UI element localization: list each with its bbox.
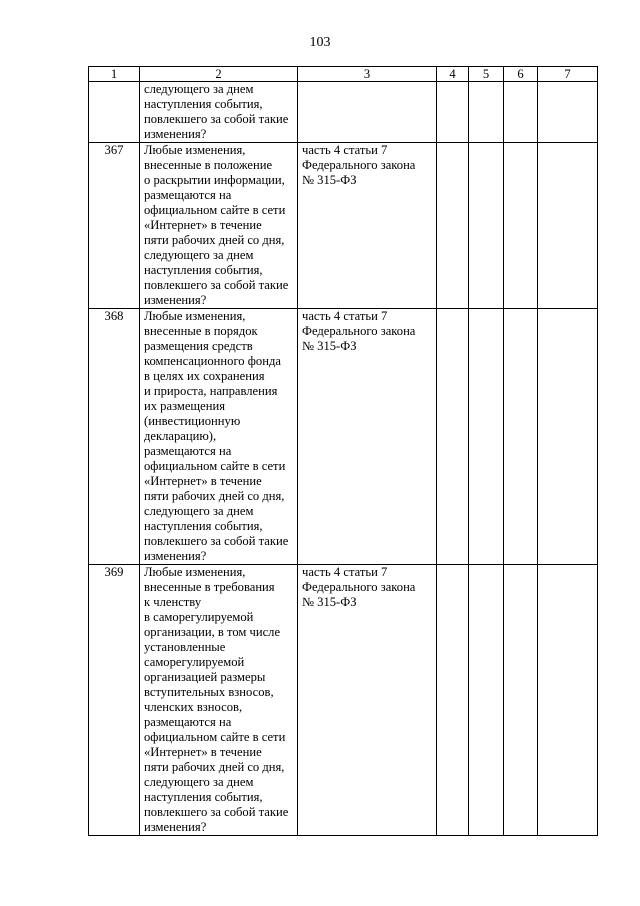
requirement-line: установленные — [144, 640, 226, 654]
requirement-line: в целях их сохранения — [144, 369, 265, 383]
requirement-line: размещаются на — [144, 444, 232, 458]
requirement-line: пяти рабочих дней со дня, — [144, 233, 285, 247]
legal-basis-line: № 315-ФЗ — [302, 173, 357, 187]
column-header: 4 — [437, 67, 469, 82]
requirement-line: изменения? — [144, 127, 207, 141]
requirement-line: следующего за днем — [144, 775, 254, 789]
answer-cell — [504, 565, 538, 836]
requirement-line: наступления события, — [144, 263, 263, 277]
legal-basis — [298, 565, 437, 836]
requirement-line: Любые изменения, — [144, 143, 246, 157]
requirement-line: их размещения — [144, 399, 225, 413]
table-body — [89, 82, 598, 836]
requirement-line: о раскрытии информации, — [144, 173, 285, 187]
requirement-line: декларацию), — [144, 429, 217, 443]
legal-basis-line: № 315-ФЗ — [302, 595, 357, 609]
legal-basis-line: Федерального закона — [302, 324, 416, 338]
requirement-line: официальном сайте в сети — [144, 459, 286, 473]
answer-cell — [469, 82, 504, 143]
requirement-line: пяти рабочих дней со дня, — [144, 489, 285, 503]
answer-cell — [469, 309, 504, 565]
requirement-line: и прироста, направления — [144, 384, 278, 398]
answer-cell — [538, 565, 598, 836]
requirement-line: размещаются на — [144, 715, 232, 729]
column-header: 5 — [469, 67, 504, 82]
requirement-line: пяти рабочих дней со дня, — [144, 760, 285, 774]
row-number: 368 — [89, 309, 140, 565]
requirement-line: саморегулируемой — [144, 655, 245, 669]
requirement-text — [140, 565, 298, 836]
requirement-line: наступления события, — [144, 519, 263, 533]
requirement-text — [140, 82, 298, 143]
requirement-line: повлекшего за собой такие — [144, 112, 289, 126]
answer-cell — [437, 309, 469, 565]
legal-basis — [298, 309, 437, 565]
column-header: 7 — [538, 67, 598, 82]
requirement-text — [140, 309, 298, 565]
column-header: 2 — [140, 67, 298, 82]
requirement-line: повлекшего за собой такие — [144, 278, 289, 292]
table-row — [89, 309, 598, 565]
legal-basis-line: часть 4 статьи 7 — [302, 565, 388, 579]
requirement-line: изменения? — [144, 820, 207, 834]
requirement-line: внесенные в требования — [144, 580, 275, 594]
answer-cell — [437, 143, 469, 309]
legal-basis-line: Федерального закона — [302, 580, 416, 594]
requirement-line: организации, в том числе — [144, 625, 281, 639]
requirement-line: следующего за днем — [144, 504, 254, 518]
requirement-line: следующего за днем — [144, 82, 254, 96]
answer-cell — [504, 82, 538, 143]
legal-basis-line: № 315-ФЗ — [302, 339, 357, 353]
answer-cell — [437, 82, 469, 143]
table-row — [89, 565, 598, 836]
requirement-line: членских взносов, — [144, 700, 243, 714]
row-number: 369 — [89, 565, 140, 836]
requirement-line: наступления события, — [144, 97, 263, 111]
requirement-line: официальном сайте в сети — [144, 203, 286, 217]
requirement-line: размещения средств — [144, 339, 253, 353]
column-header: 1 — [89, 67, 140, 82]
page-number: 103 — [309, 35, 331, 50]
requirement-line: официальном сайте в сети — [144, 730, 286, 744]
column-header: 3 — [298, 67, 437, 82]
table-row — [89, 143, 598, 309]
header-row — [89, 67, 598, 82]
legal-basis — [298, 82, 437, 143]
requirement-line: внесенные в положение — [144, 158, 273, 172]
answer-cell — [437, 565, 469, 836]
requirement-line: повлекшего за собой такие — [144, 805, 289, 819]
requirement-line: (инвестиционную — [144, 414, 241, 428]
requirement-line: организацией размеры — [144, 670, 266, 684]
answer-cell — [504, 143, 538, 309]
requirement-line: «Интернет» в течение — [144, 218, 262, 232]
requirement-line: внесенные в порядок — [144, 324, 258, 338]
checklist-table — [88, 66, 598, 836]
row-number: 367 — [89, 143, 140, 309]
answer-cell — [504, 309, 538, 565]
legal-basis-line: часть 4 статьи 7 — [302, 143, 388, 157]
requirement-line: «Интернет» в течение — [144, 474, 262, 488]
answer-cell — [469, 143, 504, 309]
requirement-line: изменения? — [144, 293, 207, 307]
requirement-line: размещаются на — [144, 188, 232, 202]
answer-cell — [538, 143, 598, 309]
requirement-line: «Интернет» в течение — [144, 745, 262, 759]
requirement-line: в саморегулируемой — [144, 610, 254, 624]
requirement-line: наступления события, — [144, 790, 263, 804]
legal-basis — [298, 143, 437, 309]
row-number — [89, 82, 140, 143]
requirement-line: изменения? — [144, 549, 207, 563]
answer-cell — [469, 565, 504, 836]
legal-basis-line: Федерального закона — [302, 158, 416, 172]
requirement-line: вступительных взносов, — [144, 685, 274, 699]
answer-cell — [538, 82, 598, 143]
answer-cell — [538, 309, 598, 565]
legal-basis-line: часть 4 статьи 7 — [302, 309, 388, 323]
requirement-line: следующего за днем — [144, 248, 254, 262]
table-row — [89, 82, 598, 143]
requirement-line: компенсационного фонда — [144, 354, 281, 368]
requirement-line: к членству — [144, 595, 202, 609]
requirement-line: повлекшего за собой такие — [144, 534, 289, 548]
requirement-text — [140, 143, 298, 309]
requirement-line: Любые изменения, — [144, 309, 246, 323]
column-header: 6 — [504, 67, 538, 82]
requirement-line: Любые изменения, — [144, 565, 246, 579]
